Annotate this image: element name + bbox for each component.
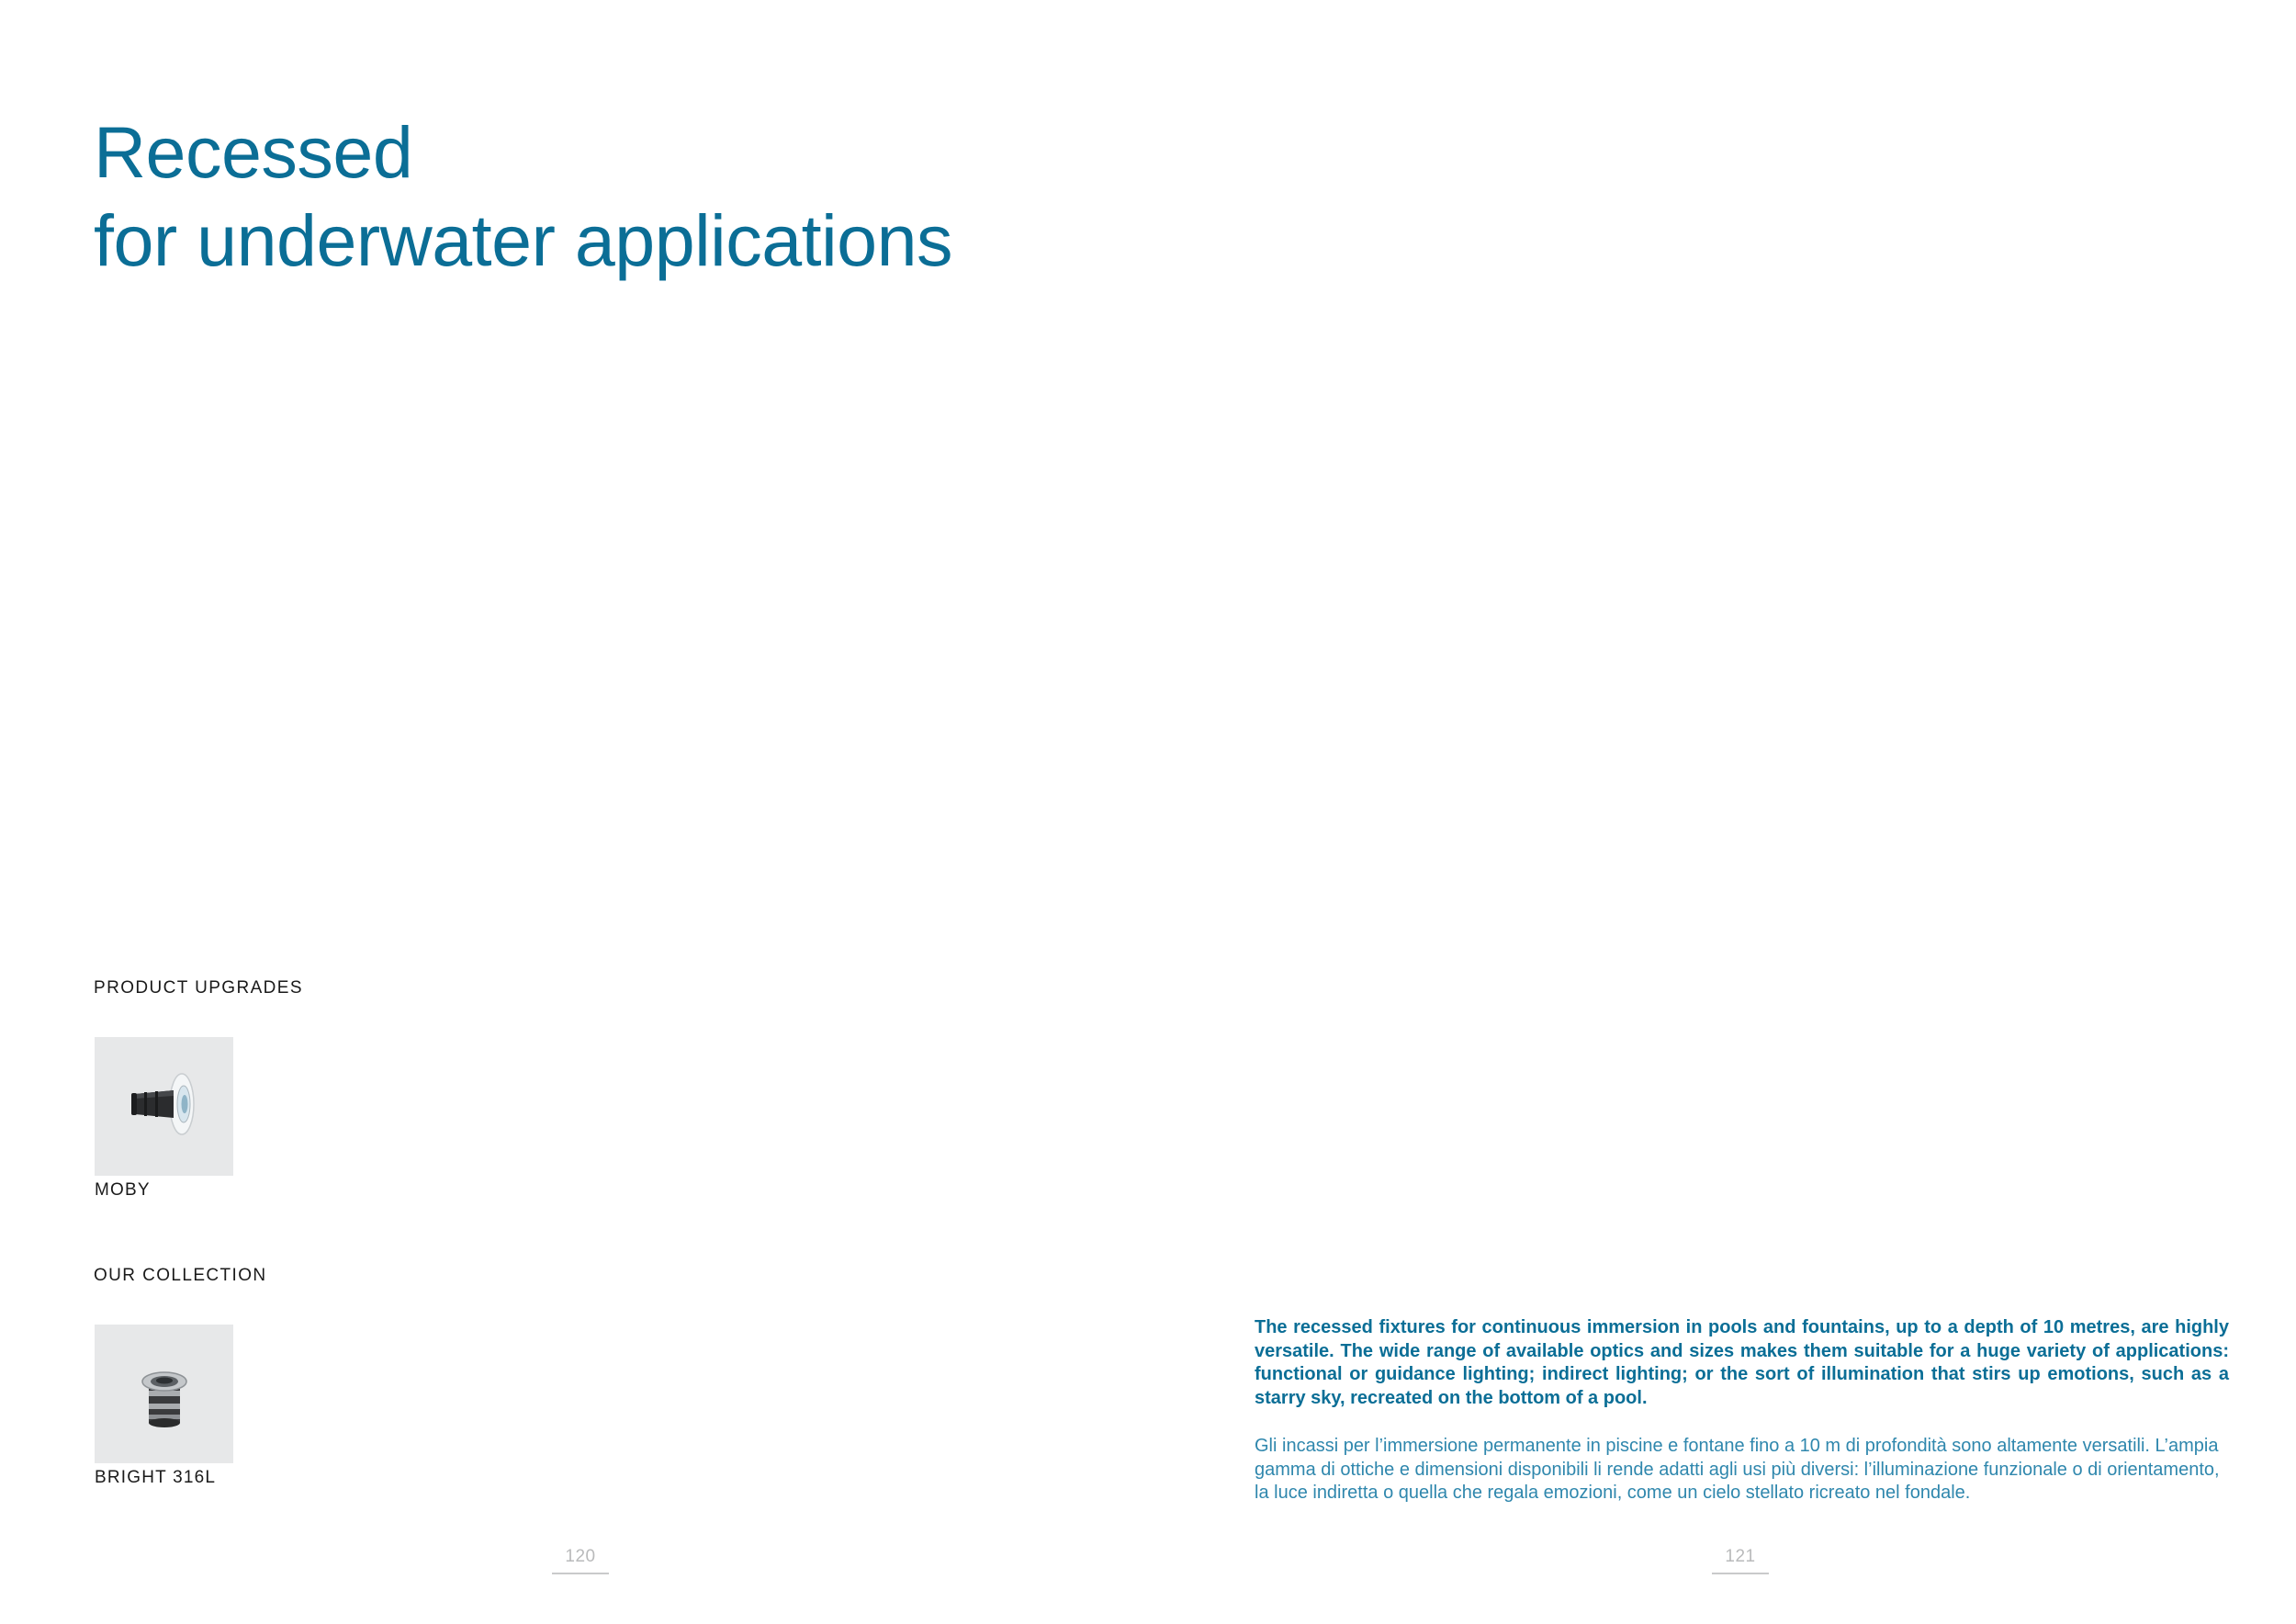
moby-thumbnail[interactable] (95, 1037, 233, 1176)
product-upgrades-label: PRODUCT UPGRADES (94, 978, 303, 998)
description-english: The recessed fixtures for continuous immersion in pools and fountains, up to a depth of 10 metres, are highly versatile. The wide range of available optics and sizes makes them suitable for a huge variety of applications: functional or guidance lighting; indirect lighting; or the sort of illumination that stirs up emotions, such as a starry sky, recreated on the bottom of a pool. (1255, 1317, 2229, 1408)
moby-product-name[interactable]: MOBY (95, 1180, 151, 1200)
page-number-right: 121 (1712, 1547, 1769, 1574)
our-collection-label: OUR COLLECTION (94, 1266, 267, 1285)
title-line-2: for underwater applications (94, 199, 953, 281)
bright-316l-thumbnail[interactable] (95, 1325, 233, 1463)
moby-fixture-icon (95, 1037, 233, 1176)
title-line-1: Recessed (94, 111, 413, 193)
bright-316l-fixture-icon (95, 1325, 233, 1463)
description-italian: Gli incassi per l’immersione permanente in piscine e fontane fino a 10 m di profondità sono altamente versatili. L’ampia gamma di ottiche e dimensioni disponibili li rende adatti agli usi più diversi: l’illuminazione funzionale o di orientamento, la luce indiretta o quella che regala emozioni, come un cielo stellato ricreato nel fondale. (1255, 1436, 2220, 1503)
page-number-left: 120 (552, 1547, 609, 1574)
page-title (94, 108, 952, 285)
bright-316l-product-name[interactable]: BRIGHT 316L (95, 1468, 217, 1487)
